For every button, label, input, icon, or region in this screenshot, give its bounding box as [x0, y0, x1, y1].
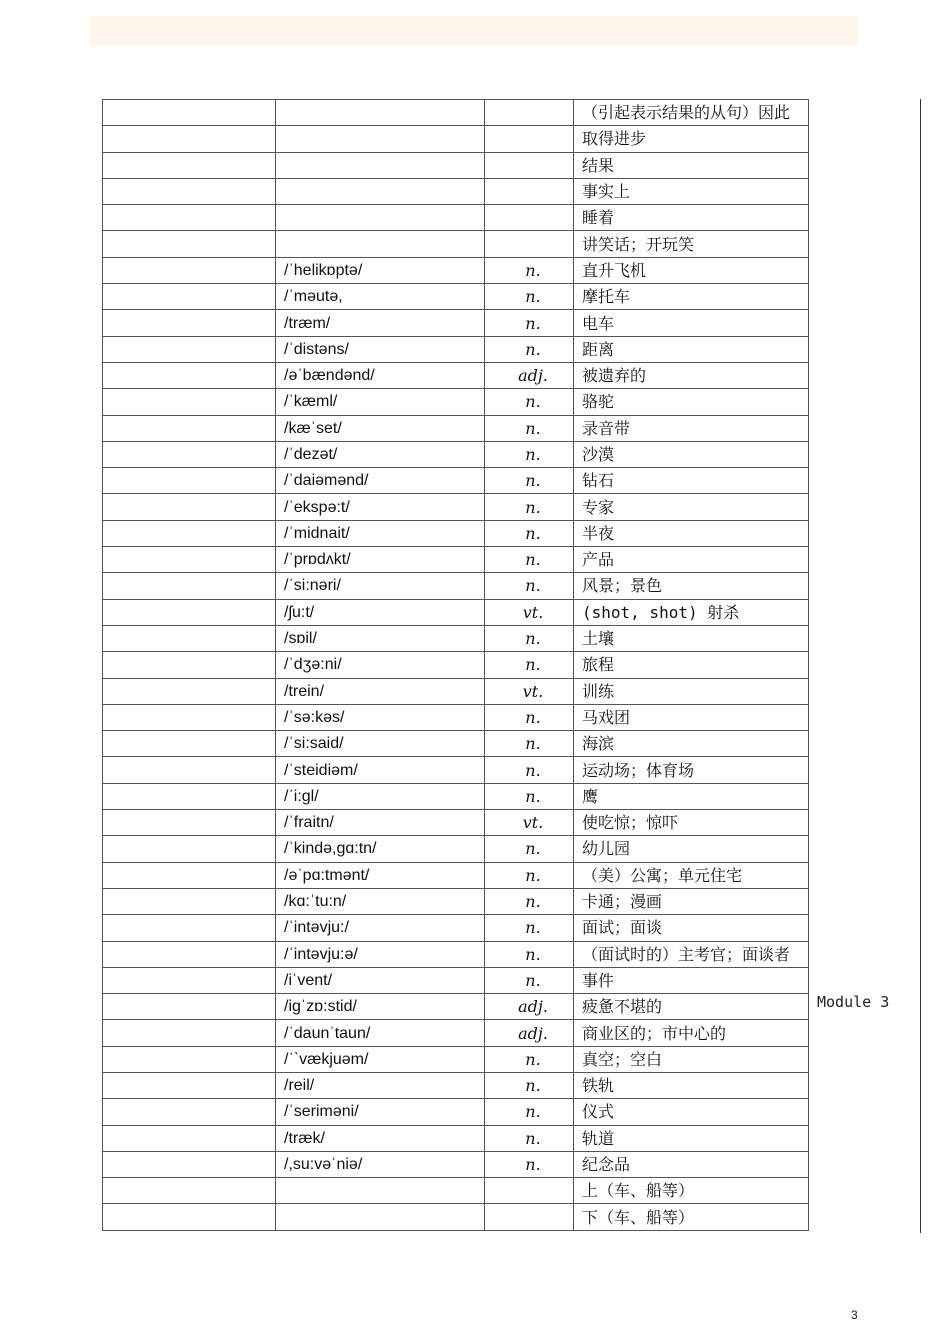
phonetic-cell	[276, 1204, 485, 1230]
meaning-cell: （引起表示结果的从句）因此	[574, 100, 809, 126]
word-cell	[103, 520, 276, 546]
table-row	[103, 1125, 809, 1151]
meaning-cell: 骆驼	[574, 389, 809, 415]
part-of-speech-cell: n.	[485, 704, 574, 730]
phonetic-cell	[276, 152, 485, 178]
part-of-speech-cell: n.	[485, 547, 574, 573]
table-row	[103, 1046, 809, 1072]
part-of-speech-cell: n.	[485, 336, 574, 362]
table-row	[103, 494, 809, 520]
part-of-speech-cell: vt.	[485, 678, 574, 704]
part-of-speech-cell	[485, 100, 574, 126]
meaning-cell: 疲惫不堪的	[574, 994, 809, 1020]
word-cell	[103, 994, 276, 1020]
part-of-speech-cell: n.	[485, 1099, 574, 1125]
table-row	[103, 915, 809, 941]
phonetic-cell: /ˈintəvju:ə/	[276, 941, 485, 967]
table-row	[103, 178, 809, 204]
page-number: 3	[851, 1308, 858, 1322]
word-cell	[103, 599, 276, 625]
part-of-speech-cell: n.	[485, 284, 574, 310]
table-row	[103, 284, 809, 310]
meaning-cell: 录音带	[574, 415, 809, 441]
phonetic-cell: /sɒil/	[276, 625, 485, 651]
meaning-cell: 半夜	[574, 520, 809, 546]
meaning-cell: 使吃惊；惊吓	[574, 810, 809, 836]
part-of-speech-cell	[485, 1178, 574, 1204]
meaning-cell: 马戏团	[574, 704, 809, 730]
word-cell	[103, 941, 276, 967]
table-row	[103, 205, 809, 231]
phonetic-cell: /ˈkində,gɑ:tn/	[276, 836, 485, 862]
table-row	[103, 520, 809, 546]
word-cell	[103, 836, 276, 862]
table-row	[103, 994, 809, 1020]
word-cell	[103, 178, 276, 204]
part-of-speech-cell: adj.	[485, 994, 574, 1020]
part-of-speech-cell: n.	[485, 625, 574, 651]
word-cell	[103, 152, 276, 178]
meaning-cell: 旅程	[574, 652, 809, 678]
phonetic-cell: /ˈdistəns/	[276, 336, 485, 362]
table-row	[103, 652, 809, 678]
phonetic-cell: /ˈhelikɒptə/	[276, 257, 485, 283]
phonetic-cell: /ʃu:t/	[276, 599, 485, 625]
meaning-cell: 直升飞机	[574, 257, 809, 283]
table-row	[103, 967, 809, 993]
part-of-speech-cell: n.	[485, 520, 574, 546]
word-cell	[103, 257, 276, 283]
table-row	[103, 1204, 809, 1230]
meaning-cell: 风景；景色	[574, 573, 809, 599]
word-cell	[103, 1072, 276, 1098]
word-cell	[103, 678, 276, 704]
part-of-speech-cell	[485, 231, 574, 257]
table-row	[103, 1099, 809, 1125]
meaning-cell: 运动场；体育场	[574, 757, 809, 783]
word-cell	[103, 625, 276, 651]
phonetic-cell: /ˈprɒdʌkt/	[276, 547, 485, 573]
part-of-speech-cell: n.	[485, 468, 574, 494]
phonetic-cell: /reil/	[276, 1072, 485, 1098]
word-cell	[103, 573, 276, 599]
phonetic-cell: /ˈekspə:t/	[276, 494, 485, 520]
vocabulary-table	[102, 99, 809, 1231]
word-cell	[103, 1099, 276, 1125]
meaning-cell: 海滨	[574, 731, 809, 757]
part-of-speech-cell	[485, 152, 574, 178]
word-cell	[103, 468, 276, 494]
table-row	[103, 231, 809, 257]
phonetic-cell: /ˈsteidiəm/	[276, 757, 485, 783]
part-of-speech-cell: n.	[485, 573, 574, 599]
meaning-cell: 真空；空白	[574, 1046, 809, 1072]
phonetic-cell: /əˈpɑ:tmənt/	[276, 862, 485, 888]
word-cell	[103, 915, 276, 941]
word-cell	[103, 100, 276, 126]
word-cell	[103, 652, 276, 678]
meaning-cell: 距离	[574, 336, 809, 362]
word-cell	[103, 862, 276, 888]
meaning-cell: (shot, shot) 射杀	[574, 599, 809, 625]
part-of-speech-cell: n.	[485, 441, 574, 467]
phonetic-cell	[276, 1178, 485, 1204]
phonetic-cell: /ˈi:gl/	[276, 783, 485, 809]
table-row	[103, 836, 809, 862]
phonetic-cell	[276, 205, 485, 231]
part-of-speech-cell: n.	[485, 494, 574, 520]
table-row	[103, 941, 809, 967]
part-of-speech-cell: n.	[485, 1151, 574, 1177]
word-cell	[103, 336, 276, 362]
meaning-cell: 上（车、船等）	[574, 1178, 809, 1204]
phonetic-cell: /ˈdaunˈtaun/	[276, 1020, 485, 1046]
table-row	[103, 862, 809, 888]
meaning-cell: 结果	[574, 152, 809, 178]
part-of-speech-cell: n.	[485, 862, 574, 888]
part-of-speech-cell: n.	[485, 389, 574, 415]
meaning-cell: 事实上	[574, 178, 809, 204]
part-of-speech-cell	[485, 205, 574, 231]
meaning-cell: 被遗弃的	[574, 362, 809, 388]
table-row	[103, 152, 809, 178]
part-of-speech-cell: n.	[485, 1046, 574, 1072]
word-cell	[103, 415, 276, 441]
part-of-speech-cell: adj.	[485, 362, 574, 388]
table-row	[103, 310, 809, 336]
header-band	[90, 16, 858, 46]
table-row	[103, 126, 809, 152]
phonetic-cell: /ˈˋvækjuəm/	[276, 1046, 485, 1072]
phonetic-cell: /ˈkæml/	[276, 389, 485, 415]
table-row	[103, 362, 809, 388]
meaning-cell: 摩托车	[574, 284, 809, 310]
phonetic-cell: /ˈfraitn/	[276, 810, 485, 836]
table-row	[103, 336, 809, 362]
word-cell	[103, 362, 276, 388]
phonetic-cell: /,su:vəˈniə/	[276, 1151, 485, 1177]
meaning-cell: 产品	[574, 547, 809, 573]
phonetic-cell: /ˈdʒə:ni/	[276, 652, 485, 678]
phonetic-cell: /ˈdaiəmənd/	[276, 468, 485, 494]
module-label: Module 3	[817, 993, 890, 1011]
table-row	[103, 678, 809, 704]
part-of-speech-cell: n.	[485, 652, 574, 678]
word-cell	[103, 389, 276, 415]
phonetic-cell: /træm/	[276, 310, 485, 336]
meaning-cell: 土壤	[574, 625, 809, 651]
meaning-cell: 轨道	[574, 1125, 809, 1151]
meaning-cell: 训练	[574, 678, 809, 704]
part-of-speech-cell: n.	[485, 757, 574, 783]
phonetic-cell: /trein/	[276, 678, 485, 704]
word-cell	[103, 231, 276, 257]
word-cell	[103, 810, 276, 836]
word-cell	[103, 731, 276, 757]
word-cell	[103, 783, 276, 809]
word-cell	[103, 441, 276, 467]
meaning-cell: 钻石	[574, 468, 809, 494]
part-of-speech-cell	[485, 178, 574, 204]
word-cell	[103, 205, 276, 231]
part-of-speech-cell: n.	[485, 257, 574, 283]
word-cell	[103, 494, 276, 520]
word-cell	[103, 126, 276, 152]
meaning-cell: 幼儿园	[574, 836, 809, 862]
phonetic-cell: /igˈzɒ:stid/	[276, 994, 485, 1020]
phonetic-cell: /ˈseriməni/	[276, 1099, 485, 1125]
meaning-cell: 取得进步	[574, 126, 809, 152]
part-of-speech-cell: n.	[485, 888, 574, 914]
part-of-speech-cell: vt.	[485, 599, 574, 625]
part-of-speech-cell	[485, 1204, 574, 1230]
phonetic-cell: /ˈsə:kəs/	[276, 704, 485, 730]
table-row	[103, 547, 809, 573]
phonetic-cell	[276, 126, 485, 152]
meaning-cell: 沙漠	[574, 441, 809, 467]
meaning-cell: 鹰	[574, 783, 809, 809]
part-of-speech-cell	[485, 126, 574, 152]
part-of-speech-cell: n.	[485, 1125, 574, 1151]
part-of-speech-cell: n.	[485, 415, 574, 441]
meaning-cell: 睡着	[574, 205, 809, 231]
word-cell	[103, 1204, 276, 1230]
part-of-speech-cell: vt.	[485, 810, 574, 836]
word-cell	[103, 1125, 276, 1151]
table-row	[103, 625, 809, 651]
meaning-cell: 卡通；漫画	[574, 888, 809, 914]
table-row	[103, 257, 809, 283]
phonetic-cell: /træk/	[276, 1125, 485, 1151]
meaning-cell: （面试时的）主考官；面谈者	[574, 941, 809, 967]
word-cell	[103, 888, 276, 914]
phonetic-cell: /ˈintəvju:/	[276, 915, 485, 941]
meaning-cell: 纪念品	[574, 1151, 809, 1177]
word-cell	[103, 1178, 276, 1204]
table-row	[103, 100, 809, 126]
part-of-speech-cell: n.	[485, 967, 574, 993]
margin-rule	[920, 99, 921, 1233]
word-cell	[103, 310, 276, 336]
word-cell	[103, 704, 276, 730]
meaning-cell: 面试；面谈	[574, 915, 809, 941]
meaning-cell: 下（车、船等）	[574, 1204, 809, 1230]
phonetic-cell	[276, 100, 485, 126]
phonetic-cell: /ˈsi:nəri/	[276, 573, 485, 599]
part-of-speech-cell: n.	[485, 783, 574, 809]
phonetic-cell: /kɑ:ˈtu:n/	[276, 888, 485, 914]
meaning-cell: 铁轨	[574, 1072, 809, 1098]
table-row	[103, 389, 809, 415]
phonetic-cell	[276, 178, 485, 204]
part-of-speech-cell: adj.	[485, 1020, 574, 1046]
part-of-speech-cell: n.	[485, 731, 574, 757]
table-row	[103, 1020, 809, 1046]
table-row	[103, 468, 809, 494]
meaning-cell: 电车	[574, 310, 809, 336]
table-row	[103, 441, 809, 467]
table-row	[103, 1072, 809, 1098]
phonetic-cell: /əˈbændənd/	[276, 362, 485, 388]
table-row	[103, 731, 809, 757]
meaning-cell: 仪式	[574, 1099, 809, 1125]
phonetic-cell: /ˈmidnait/	[276, 520, 485, 546]
table-row	[103, 704, 809, 730]
meaning-cell: 事件	[574, 967, 809, 993]
phonetic-cell: /iˈvent/	[276, 967, 485, 993]
meaning-cell: 商业区的；市中心的	[574, 1020, 809, 1046]
vocabulary-table-body	[103, 100, 809, 1231]
phonetic-cell: /ˈməutə,	[276, 284, 485, 310]
word-cell	[103, 757, 276, 783]
table-row	[103, 1151, 809, 1177]
word-cell	[103, 1046, 276, 1072]
table-row	[103, 599, 809, 625]
meaning-cell: 讲笑话；开玩笑	[574, 231, 809, 257]
table-row	[103, 888, 809, 914]
meaning-cell: 专家	[574, 494, 809, 520]
table-row	[103, 573, 809, 599]
phonetic-cell: /ˈdezət/	[276, 441, 485, 467]
part-of-speech-cell: n.	[485, 310, 574, 336]
meaning-cell: （美）公寓；单元住宅	[574, 862, 809, 888]
word-cell	[103, 547, 276, 573]
part-of-speech-cell: n.	[485, 836, 574, 862]
table-row	[103, 1178, 809, 1204]
table-row	[103, 757, 809, 783]
table-row	[103, 415, 809, 441]
word-cell	[103, 967, 276, 993]
table-row	[103, 810, 809, 836]
phonetic-cell	[276, 231, 485, 257]
part-of-speech-cell: n.	[485, 941, 574, 967]
part-of-speech-cell: n.	[485, 915, 574, 941]
phonetic-cell: /kæˈset/	[276, 415, 485, 441]
word-cell	[103, 1020, 276, 1046]
phonetic-cell: /ˈsi:said/	[276, 731, 485, 757]
table-row	[103, 783, 809, 809]
part-of-speech-cell: n.	[485, 1072, 574, 1098]
word-cell	[103, 284, 276, 310]
word-cell	[103, 1151, 276, 1177]
